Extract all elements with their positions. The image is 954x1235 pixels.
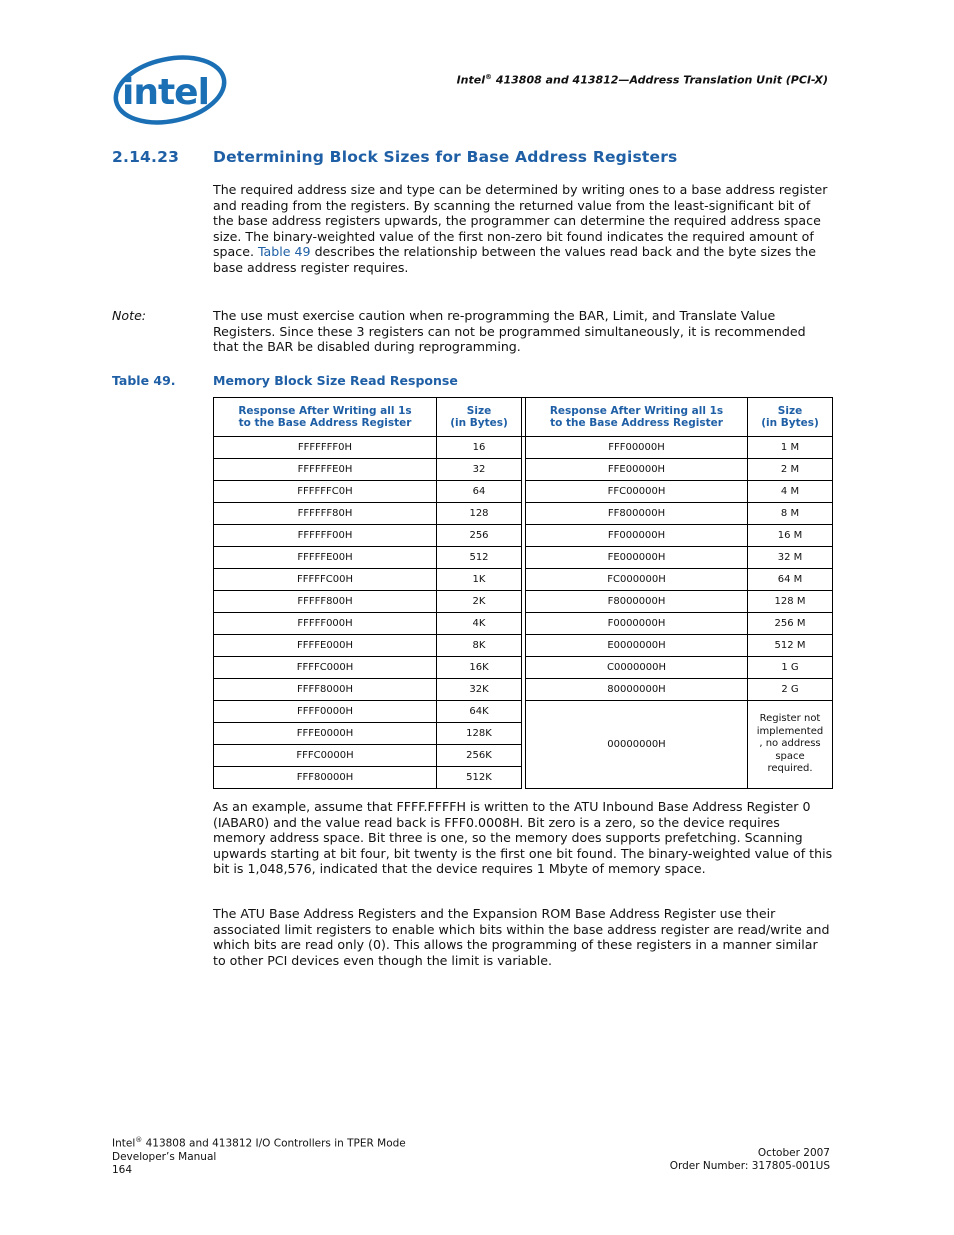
size-cell: 1K bbox=[437, 569, 522, 591]
section-title: Determining Block Sizes for Base Address Registers bbox=[213, 148, 678, 166]
response-cell: FFFFE000H bbox=[214, 635, 437, 657]
response-cell: FFFFFFC0H bbox=[214, 481, 437, 503]
response-cell: C0000000H bbox=[526, 657, 748, 679]
response-cell: FFFE0000H bbox=[214, 723, 437, 745]
table-row bbox=[214, 657, 833, 679]
footer-doc-title: Intel® 413808 and 413812 I/O Controllers in TPER Mode bbox=[112, 1136, 406, 1150]
limit-registers-paragraph: The ATU Base Address Registers and the Expansion ROM Base Address Register use their associated limit registers to enable which bits within the base address register are read/write and which bits are read only (0). This allows the programming of these registers in a manner similar to other PCI devices even though the limit is variable. bbox=[213, 906, 830, 968]
table-row bbox=[214, 437, 833, 459]
merged-size-note-cell bbox=[748, 701, 833, 789]
size-cell: 64K bbox=[437, 701, 522, 723]
example-paragraph: As an example, assume that FFFF.FFFFH is written to the ATU Inbound Base Address Register 0 (IABAR0) and the value read back is FFF0.0008H. Bit zero is a zero, so the device requires memory address space. Bit three is one, so the memory does supports prefetching. Scanning upwards starting at bit four, bit twenty is the first one bit found. The binary-weighted value of this bit is 1,048,576, indicated that the device requires 1 Mbyte of memory space. bbox=[213, 799, 833, 877]
footer-order-number: Order Number: 317805-001US bbox=[669, 1160, 830, 1172]
response-cell: FFFFFF00H bbox=[214, 525, 437, 547]
table-title: Memory Block Size Read Response bbox=[213, 373, 458, 388]
column-header-size: Size (in Bytes) bbox=[748, 398, 833, 437]
table-49-link[interactable]: Table 49 bbox=[257, 244, 311, 260]
response-cell: FFC00000H bbox=[526, 481, 748, 503]
response-cell: FFFFFFE0H bbox=[214, 459, 437, 481]
size-cell: 2 M bbox=[748, 459, 833, 481]
size-cell: 64 bbox=[437, 481, 522, 503]
size-note-line: , no address bbox=[759, 738, 821, 750]
size-cell: 16 M bbox=[748, 525, 833, 547]
table-row bbox=[214, 525, 833, 547]
column-header-response: Response After Writing all 1s to the Base Address Register bbox=[214, 398, 437, 437]
table-row bbox=[214, 613, 833, 635]
size-cell: 64 M bbox=[748, 569, 833, 591]
size-cell: 32K bbox=[437, 679, 522, 701]
response-cell: FFF00000H bbox=[526, 437, 748, 459]
table-row bbox=[214, 679, 833, 701]
table-row bbox=[214, 701, 833, 723]
size-cell: 2 G bbox=[748, 679, 833, 701]
table-row bbox=[214, 591, 833, 613]
size-cell: 256 M bbox=[748, 613, 833, 635]
response-cell: FFFFFC00H bbox=[214, 569, 437, 591]
response-cell: FFE00000H bbox=[526, 459, 748, 481]
size-note-line: space bbox=[775, 750, 805, 762]
response-cell: FFFFFF80H bbox=[214, 503, 437, 525]
page-number: 164 bbox=[112, 1163, 133, 1176]
response-cell: FFFF0000H bbox=[214, 701, 437, 723]
size-cell: 256 bbox=[437, 525, 522, 547]
size-cell: 128 M bbox=[748, 591, 833, 613]
column-gap bbox=[522, 745, 526, 767]
column-header-size: Size (in Bytes) bbox=[437, 398, 522, 437]
intel-logo-wordmark: intel bbox=[122, 72, 209, 113]
response-cell: F0000000H bbox=[526, 613, 748, 635]
response-cell: FFFFC000H bbox=[214, 657, 437, 679]
running-header: Intel® 413808 and 413812—Address Translation Unit (PCI-X) bbox=[456, 73, 828, 87]
intro-paragraph: The required address size and type can be determined by writing ones to a base address register and reading from the registers. By scanning the returned value from the least-significant bit of the base address registers upwards, the programmer can determine the required address space size. The binary-weighted value of the first non-zero bit found indicates the required amount of space. Table 49 describes the relationship between the values read back and the byte sizes the base address register requires. bbox=[213, 182, 828, 275]
table-header-row bbox=[214, 398, 833, 437]
table-row bbox=[214, 569, 833, 591]
size-cell: 1 G bbox=[748, 657, 833, 679]
response-cell: FFFFFE00H bbox=[214, 547, 437, 569]
table-row bbox=[214, 481, 833, 503]
note-text: The use must exercise caution when re-programming the BAR, Limit, and Translate Value Registers. Since these 3 registers can not be programmed simultaneously, it is recommended that the BAR be disabled during reprogramming. bbox=[213, 308, 806, 355]
column-gap bbox=[522, 767, 526, 789]
size-cell: 32 M bbox=[748, 547, 833, 569]
table-row bbox=[214, 459, 833, 481]
column-header-response: Response After Writing all 1s to the Base Address Register bbox=[526, 398, 748, 437]
response-cell: FFFFF000H bbox=[214, 613, 437, 635]
section-number: 2.14.23 bbox=[112, 148, 180, 166]
size-cell: 128K bbox=[437, 723, 522, 745]
response-cell: FFFF8000H bbox=[214, 679, 437, 701]
size-note-line: implemented bbox=[756, 725, 824, 737]
response-cell: FFF80000H bbox=[214, 767, 437, 789]
footer-manual: Developer’s Manual bbox=[112, 1150, 217, 1163]
table-row bbox=[214, 635, 833, 657]
response-cell: E0000000H bbox=[526, 635, 748, 657]
size-cell: 256K bbox=[437, 745, 522, 767]
size-cell: 512 M bbox=[748, 635, 833, 657]
response-cell: FF800000H bbox=[526, 503, 748, 525]
note-label: Note: bbox=[112, 308, 147, 323]
size-cell: 16K bbox=[437, 657, 522, 679]
table-row bbox=[214, 503, 833, 525]
response-cell: FFFFF800H bbox=[214, 591, 437, 613]
size-cell: 8K bbox=[437, 635, 522, 657]
footer-right bbox=[670, 1147, 830, 1173]
response-cell: FF000000H bbox=[526, 525, 748, 547]
size-cell: 8 M bbox=[748, 503, 833, 525]
size-cell: 32 bbox=[437, 459, 522, 481]
footer-left bbox=[112, 1134, 406, 1177]
size-cell: 512 bbox=[437, 547, 522, 569]
column-gap bbox=[522, 723, 526, 745]
size-note-line: required. bbox=[767, 763, 813, 775]
response-cell: 80000000H bbox=[526, 679, 748, 701]
size-cell: 128 bbox=[437, 503, 522, 525]
size-note-line: Register not bbox=[759, 713, 821, 725]
size-cell: 512K bbox=[437, 767, 522, 789]
size-cell: 4 M bbox=[748, 481, 833, 503]
response-cell: FC000000H bbox=[526, 569, 748, 591]
intel-logo bbox=[108, 50, 228, 130]
response-cell: F8000000H bbox=[526, 591, 748, 613]
response-cell: FFFFFFF0H bbox=[214, 437, 437, 459]
footer-date: October 2007 bbox=[757, 1147, 830, 1159]
size-cell: 1 M bbox=[748, 437, 833, 459]
merged-response-cell: 00000000H bbox=[526, 701, 748, 789]
response-cell: FE000000H bbox=[526, 547, 748, 569]
size-cell: 4K bbox=[437, 613, 522, 635]
response-cell: FFFC0000H bbox=[214, 745, 437, 767]
table-row bbox=[214, 547, 833, 569]
size-cell: 2K bbox=[437, 591, 522, 613]
size-cell: 16 bbox=[437, 437, 522, 459]
memory-block-size-table bbox=[213, 397, 833, 789]
table-number: Table 49. bbox=[112, 373, 176, 388]
